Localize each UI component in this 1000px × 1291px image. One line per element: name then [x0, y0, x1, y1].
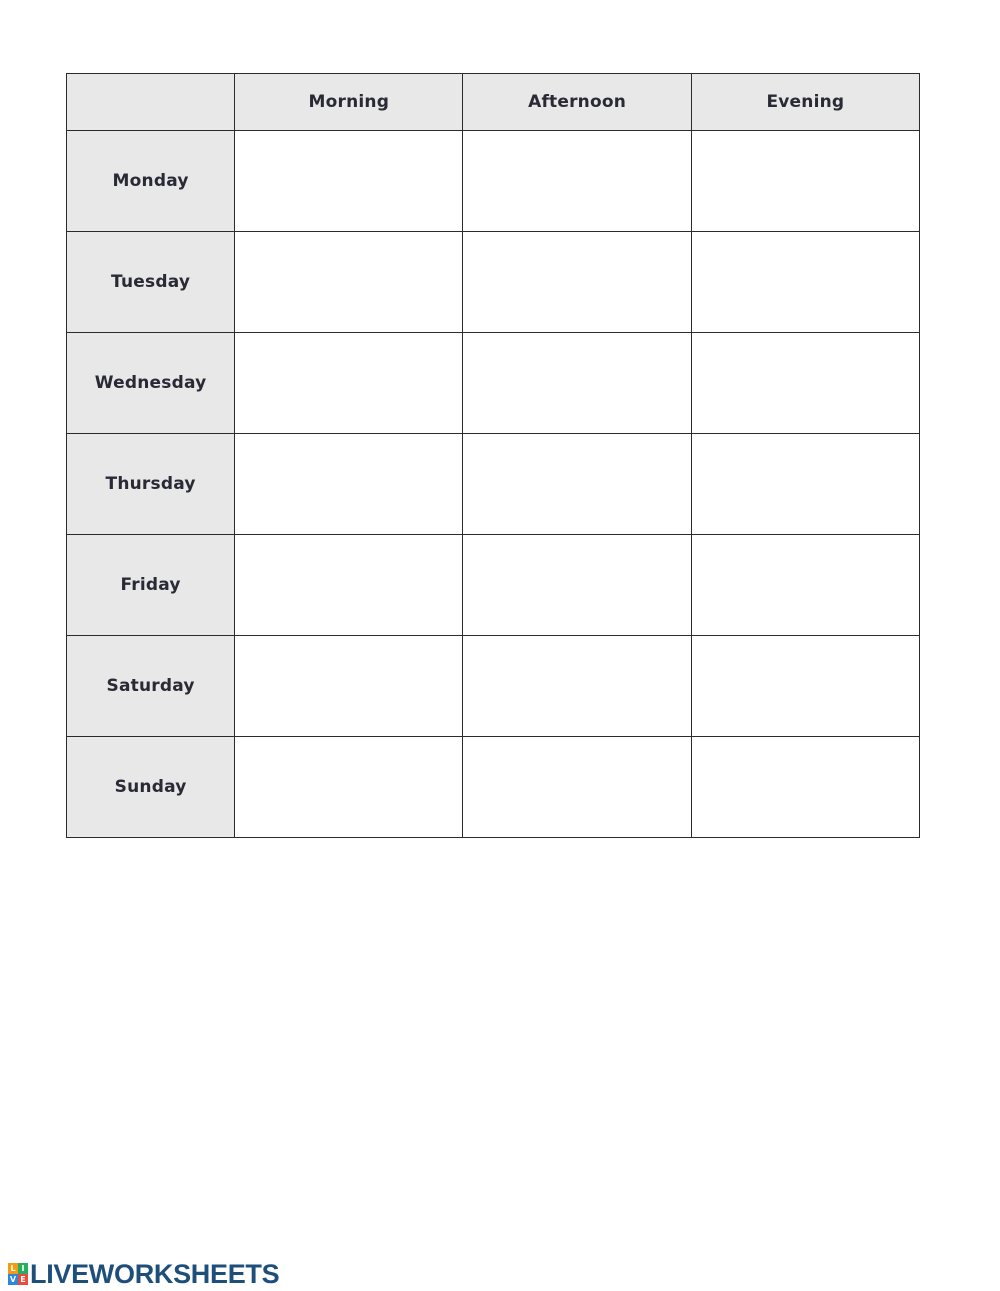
answer-cell-thursday-afternoon[interactable]: [463, 434, 691, 535]
row-header-wednesday: Wednesday: [67, 333, 235, 434]
row-header-monday: Monday: [67, 131, 235, 232]
table-row: [67, 131, 920, 232]
table-row: [67, 535, 920, 636]
answer-cell-saturday-evening[interactable]: [691, 636, 919, 737]
answer-cell-sunday-morning[interactable]: [235, 737, 463, 838]
answer-cell-saturday-afternoon[interactable]: [463, 636, 691, 737]
table-row: [67, 737, 920, 838]
table-row: [67, 636, 920, 737]
header-row: [67, 74, 920, 131]
row-header-friday: Friday: [67, 535, 235, 636]
row-header-tuesday: Tuesday: [67, 232, 235, 333]
answer-cell-thursday-morning[interactable]: [235, 434, 463, 535]
liveworksheets-logo: [8, 1259, 280, 1289]
answer-cell-monday-afternoon[interactable]: [463, 131, 691, 232]
answer-cell-tuesday-afternoon[interactable]: [463, 232, 691, 333]
corner-cell: [67, 74, 235, 131]
answer-cell-wednesday-afternoon[interactable]: [463, 333, 691, 434]
answer-cell-friday-afternoon[interactable]: [463, 535, 691, 636]
answer-cell-wednesday-evening[interactable]: [691, 333, 919, 434]
answer-cell-saturday-morning[interactable]: [235, 636, 463, 737]
liveworksheets-logo-icon: L I V E: [8, 1263, 28, 1285]
table-row: [67, 434, 920, 535]
row-header-thursday: Thursday: [67, 434, 235, 535]
answer-cell-tuesday-morning[interactable]: [235, 232, 463, 333]
answer-cell-monday-morning[interactable]: [235, 131, 463, 232]
answer-cell-sunday-evening[interactable]: [691, 737, 919, 838]
table-row: [67, 333, 920, 434]
column-header-morning: Morning: [235, 74, 463, 131]
liveworksheets-logo-text: LIVEWORKSHEETS: [30, 1259, 280, 1289]
answer-cell-sunday-afternoon[interactable]: [463, 737, 691, 838]
row-header-saturday: Saturday: [67, 636, 235, 737]
weekly-planner-table: [66, 73, 920, 838]
table-row: [67, 232, 920, 333]
column-header-evening: Evening: [691, 74, 919, 131]
answer-cell-friday-evening[interactable]: [691, 535, 919, 636]
column-header-afternoon: Afternoon: [463, 74, 691, 131]
answer-cell-tuesday-evening[interactable]: [691, 232, 919, 333]
answer-cell-friday-morning[interactable]: [235, 535, 463, 636]
answer-cell-wednesday-morning[interactable]: [235, 333, 463, 434]
answer-cell-monday-evening[interactable]: [691, 131, 919, 232]
answer-cell-thursday-evening[interactable]: [691, 434, 919, 535]
row-header-sunday: Sunday: [67, 737, 235, 838]
